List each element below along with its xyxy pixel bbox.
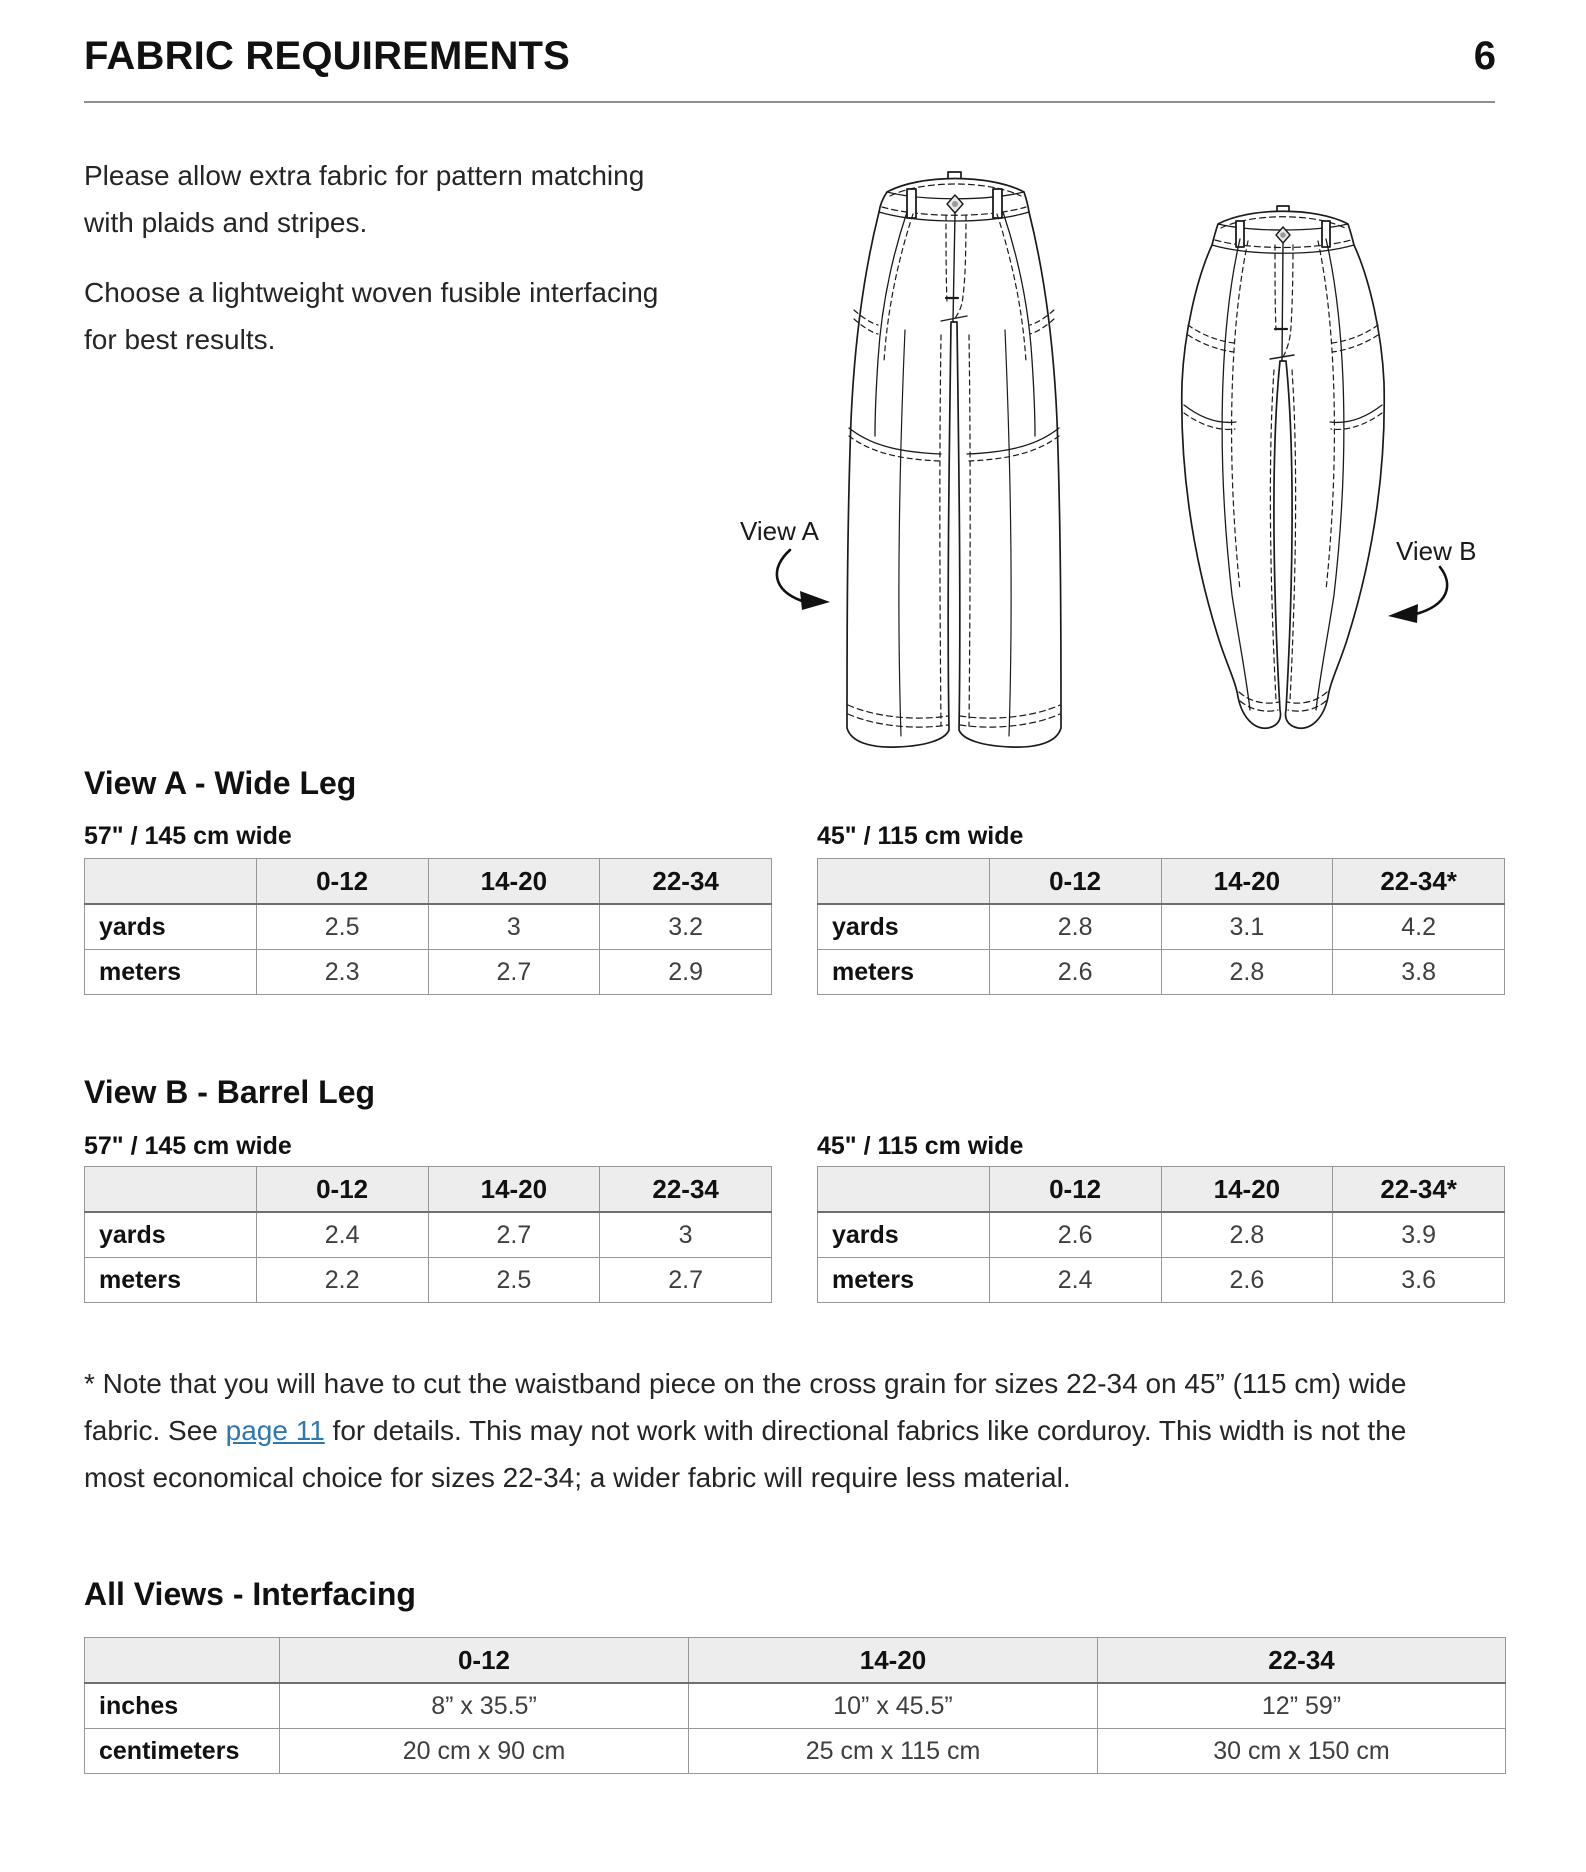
fabric-width-label: 57" / 145 cm wide: [84, 822, 292, 850]
table-row: [818, 1258, 1505, 1303]
size-column-header: 22-34: [600, 1167, 772, 1213]
table-row: [85, 1729, 1506, 1774]
table-header-row: [85, 859, 772, 905]
yardage-value: 3: [600, 1212, 772, 1258]
corner-cell: [85, 1638, 280, 1684]
size-column-header: 22-34: [1098, 1638, 1506, 1684]
row-label: yards: [85, 1212, 257, 1258]
note-text: for details. This may not work with directional fabrics like corduroy. This width is not the: [324, 1415, 1407, 1446]
yardage-value: 2.5: [256, 904, 428, 950]
view-a-arrow-icon: [766, 548, 838, 610]
corner-cell: [85, 859, 257, 905]
table-row: [85, 904, 772, 950]
size-column-header: 14-20: [689, 1638, 1098, 1684]
fabric-width-label: 45" / 115 cm wide: [817, 1132, 1024, 1160]
interfacing-value: 8” x 35.5”: [280, 1683, 689, 1729]
intro-paragraph: [84, 269, 704, 363]
section-heading-view-b: View B - Barrel Leg: [84, 1074, 376, 1110]
yardage-table-view-b-45: [817, 1166, 1505, 1303]
yardage-value: 2.6: [1161, 1258, 1333, 1303]
yardage-value: 2.8: [1161, 950, 1333, 995]
view-b-arrow-icon: [1384, 565, 1450, 625]
yardage-value: 2.6: [989, 950, 1161, 995]
section-heading-view-a: View A - Wide Leg: [84, 765, 357, 801]
size-column-header: 0-12: [280, 1638, 689, 1684]
view-b-pants-illustration: [1180, 205, 1395, 740]
yardage-value: 3: [428, 904, 600, 950]
table-row: [85, 950, 772, 995]
intro-line: with plaids and stripes.: [84, 207, 368, 238]
view-a-pants-illustration: [845, 170, 1063, 750]
intro-line: Choose a lightweight woven fusible interfacing: [84, 277, 659, 308]
note-line: * Note that you will have to cut the waistband piece on the cross grain for sizes 22-34 on 45” (115 cm) wide: [84, 1368, 1407, 1399]
view-b-label: View B: [1396, 536, 1477, 566]
yardage-value: 3.9: [1333, 1212, 1505, 1258]
yardage-value: 2.2: [256, 1258, 428, 1303]
row-label: yards: [818, 1212, 990, 1258]
interfacing-value: 30 cm x 150 cm: [1098, 1729, 1506, 1774]
table-header-row: [818, 1167, 1505, 1213]
size-column-header: 14-20: [428, 1167, 600, 1213]
yardage-value: 2.9: [600, 950, 772, 995]
row-label: centimeters: [85, 1729, 280, 1774]
size-column-header: 14-20: [428, 859, 600, 905]
yardage-value: 2.3: [256, 950, 428, 995]
table-header-row: [85, 1167, 772, 1213]
intro-paragraph: [84, 152, 704, 246]
table-row: [85, 1212, 772, 1258]
size-column-header: 22-34*: [1333, 1167, 1505, 1213]
page-title: FABRIC REQUIREMENTS: [84, 34, 571, 78]
corner-cell: [85, 1167, 257, 1213]
size-column-header: 0-12: [989, 1167, 1161, 1213]
cross-grain-note: [84, 1360, 1514, 1501]
view-a-label: View A: [740, 516, 820, 546]
size-column-header: 22-34*: [1333, 859, 1505, 905]
fabric-width-label: 57" / 145 cm wide: [84, 1132, 292, 1160]
size-column-header: 14-20: [1161, 1167, 1333, 1213]
yardage-value: 2.7: [428, 950, 600, 995]
yardage-table-view-b-57: [84, 1166, 772, 1303]
yardage-value: 3.2: [600, 904, 772, 950]
yardage-table-view-a-57: [84, 858, 772, 995]
interfacing-value: 10” x 45.5”: [689, 1683, 1098, 1729]
yardage-value: 2.7: [600, 1258, 772, 1303]
row-label: inches: [85, 1683, 280, 1729]
yardage-value: 2.7: [428, 1212, 600, 1258]
size-column-header: 22-34: [600, 859, 772, 905]
page-number: 6: [1473, 34, 1496, 78]
interfacing-value: 12” 59”: [1098, 1683, 1506, 1729]
row-label: yards: [85, 904, 257, 950]
size-column-header: 0-12: [256, 1167, 428, 1213]
fabric-width-label: 45" / 115 cm wide: [817, 822, 1024, 850]
yardage-value: 2.8: [989, 904, 1161, 950]
yardage-value: 3.1: [1161, 904, 1333, 950]
corner-cell: [818, 1167, 990, 1213]
note-text: fabric. See: [84, 1415, 226, 1446]
table-header-row: [85, 1638, 1506, 1684]
yardage-value: 2.4: [989, 1258, 1161, 1303]
row-label: meters: [85, 950, 257, 995]
interfacing-value: 20 cm x 90 cm: [280, 1729, 689, 1774]
yardage-value: 2.5: [428, 1258, 600, 1303]
size-column-header: 14-20: [1161, 859, 1333, 905]
intro-line: for best results.: [84, 324, 276, 355]
table-row: [818, 1212, 1505, 1258]
intro-line: Please allow extra fabric for pattern matching: [84, 160, 645, 191]
intro-text: [84, 152, 704, 386]
yardage-table-view-a-45: [817, 858, 1505, 995]
interfacing-value: 25 cm x 115 cm: [689, 1729, 1098, 1774]
page-11-link[interactable]: page 11: [225, 1415, 325, 1446]
table-row: [85, 1683, 1506, 1729]
header-divider: [84, 101, 1495, 103]
yardage-value: 2.6: [989, 1212, 1161, 1258]
size-column-header: 0-12: [989, 859, 1161, 905]
yardage-value: 2.8: [1161, 1212, 1333, 1258]
yardage-value: 3.6: [1333, 1258, 1505, 1303]
row-label: meters: [818, 1258, 990, 1303]
row-label: yards: [818, 904, 990, 950]
note-line: most economical choice for sizes 22-34; a wider fabric will require less material.: [84, 1462, 1071, 1493]
table-header-row: [818, 859, 1505, 905]
yardage-value: 4.2: [1333, 904, 1505, 950]
corner-cell: [818, 859, 990, 905]
yardage-value: 2.4: [256, 1212, 428, 1258]
yardage-value: 3.8: [1333, 950, 1505, 995]
section-heading-interfacing: All Views - Interfacing: [84, 1576, 416, 1612]
interfacing-table: [84, 1637, 1506, 1774]
row-label: meters: [818, 950, 990, 995]
row-label: meters: [85, 1258, 257, 1303]
table-row: [85, 1258, 772, 1303]
table-row: [818, 904, 1505, 950]
table-row: [818, 950, 1505, 995]
size-column-header: 0-12: [256, 859, 428, 905]
